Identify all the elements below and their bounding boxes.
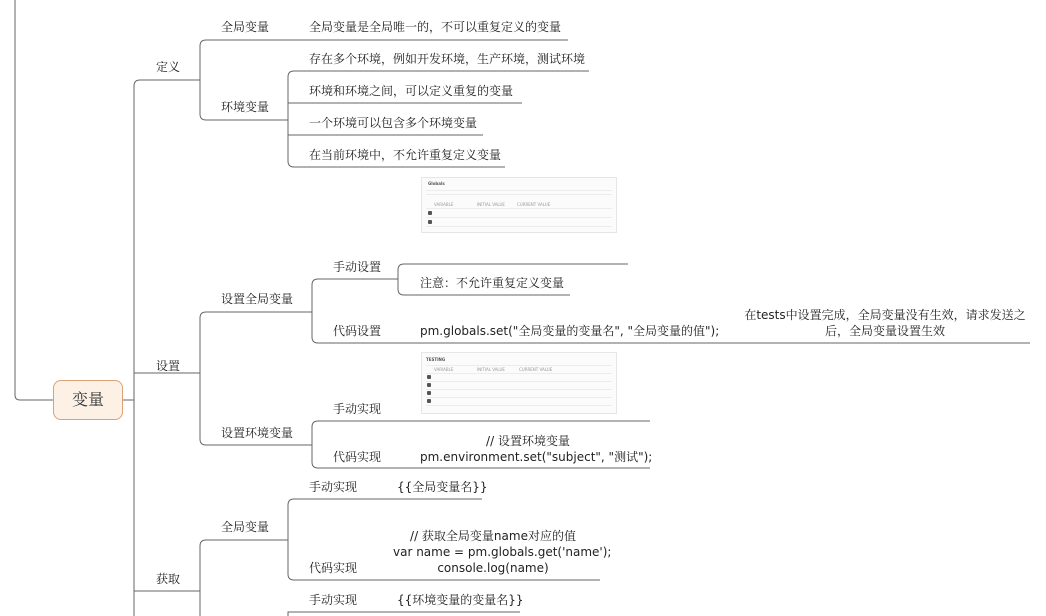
node-setting-global-manual[interactable]: 手动设置 xyxy=(333,260,382,274)
node-definition-env[interactable]: 环境变量 xyxy=(221,100,270,114)
node-getting-env-manual-value[interactable]: {{环境变量的变量名}} xyxy=(397,593,524,607)
env-screenshot-title: TESTING xyxy=(426,357,446,362)
globals-screenshot-col1: VARIABLE xyxy=(434,202,454,207)
node-definition-global[interactable]: 全局变量 xyxy=(221,20,270,34)
env-screenshot-col1: VARIABLE xyxy=(434,367,454,372)
env-screenshot xyxy=(421,352,617,414)
node-setting-global[interactable]: 设置全局变量 xyxy=(221,292,294,306)
node-env-item-3[interactable]: 一个环境可以包含多个环境变量 xyxy=(309,116,478,130)
node-setting-env-code[interactable]: 代码实现 xyxy=(333,450,382,464)
globals-screenshot-col2: INITIAL VALUE xyxy=(477,202,505,207)
node-getting-global-manual-value[interactable]: {{全局变量名}} xyxy=(397,480,488,494)
globals-screenshot-col3: CURRENT VALUE xyxy=(517,202,551,207)
node-env-item-1[interactable]: 存在多个环境，例如开发环境，生产环境，测试环境 xyxy=(309,52,586,66)
node-setting-env[interactable]: 设置环境变量 xyxy=(221,426,294,440)
root-node[interactable]: 变量 xyxy=(53,380,123,420)
node-getting-global-code-comment[interactable]: // 获取全局变量name对应的值 xyxy=(410,529,576,543)
env-screenshot-col2: INITIAL VALUE xyxy=(477,367,505,372)
node-definition-global-desc[interactable]: 全局变量是全局唯一的，不可以重复定义的变量 xyxy=(309,20,562,34)
node-setting-env-code-comment[interactable]: // 设置环境变量 xyxy=(486,434,570,448)
env-screenshot-col3: CURRENT VALUE xyxy=(519,367,553,372)
node-env-item-4[interactable]: 在当前环境中，不允许重复定义变量 xyxy=(309,148,502,162)
node-setting-global-code-note-1[interactable]: 在tests中设置完成，全局变量没有生效，请求发送之 xyxy=(744,308,1026,322)
node-getting-global-code-line2[interactable]: console.log(name) xyxy=(437,561,549,575)
node-getting-global-code[interactable]: 代码实现 xyxy=(309,561,358,575)
node-getting-global[interactable]: 全局变量 xyxy=(221,520,270,534)
node-setting-global-note[interactable]: 注意：不允许重复定义变量 xyxy=(420,276,565,290)
node-setting-global-code-text[interactable]: pm.globals.set("全局变量的变量名", "全局变量的值"); xyxy=(420,324,720,338)
node-setting-global-code-note-2[interactable]: 后，全局变量设置生效 xyxy=(824,324,945,338)
node-setting[interactable]: 设置 xyxy=(156,359,181,373)
globals-screenshot-title: Globals xyxy=(428,181,445,186)
node-getting-env-manual[interactable]: 手动实现 xyxy=(309,593,358,607)
node-setting-global-code[interactable]: 代码设置 xyxy=(333,324,382,338)
globals-screenshot xyxy=(421,177,617,233)
node-setting-env-manual[interactable]: 手动实现 xyxy=(333,402,382,416)
node-getting-global-code-line1[interactable]: var name = pm.globals.get('name'); xyxy=(393,545,612,559)
node-getting-global-manual[interactable]: 手动实现 xyxy=(309,480,358,494)
node-definition[interactable]: 定义 xyxy=(156,60,181,74)
node-getting[interactable]: 获取 xyxy=(156,572,181,586)
node-setting-env-code-text[interactable]: pm.environment.set("subject", "测试"); xyxy=(420,450,653,464)
node-env-item-2[interactable]: 环境和环境之间，可以定义重复的变量 xyxy=(309,84,514,98)
